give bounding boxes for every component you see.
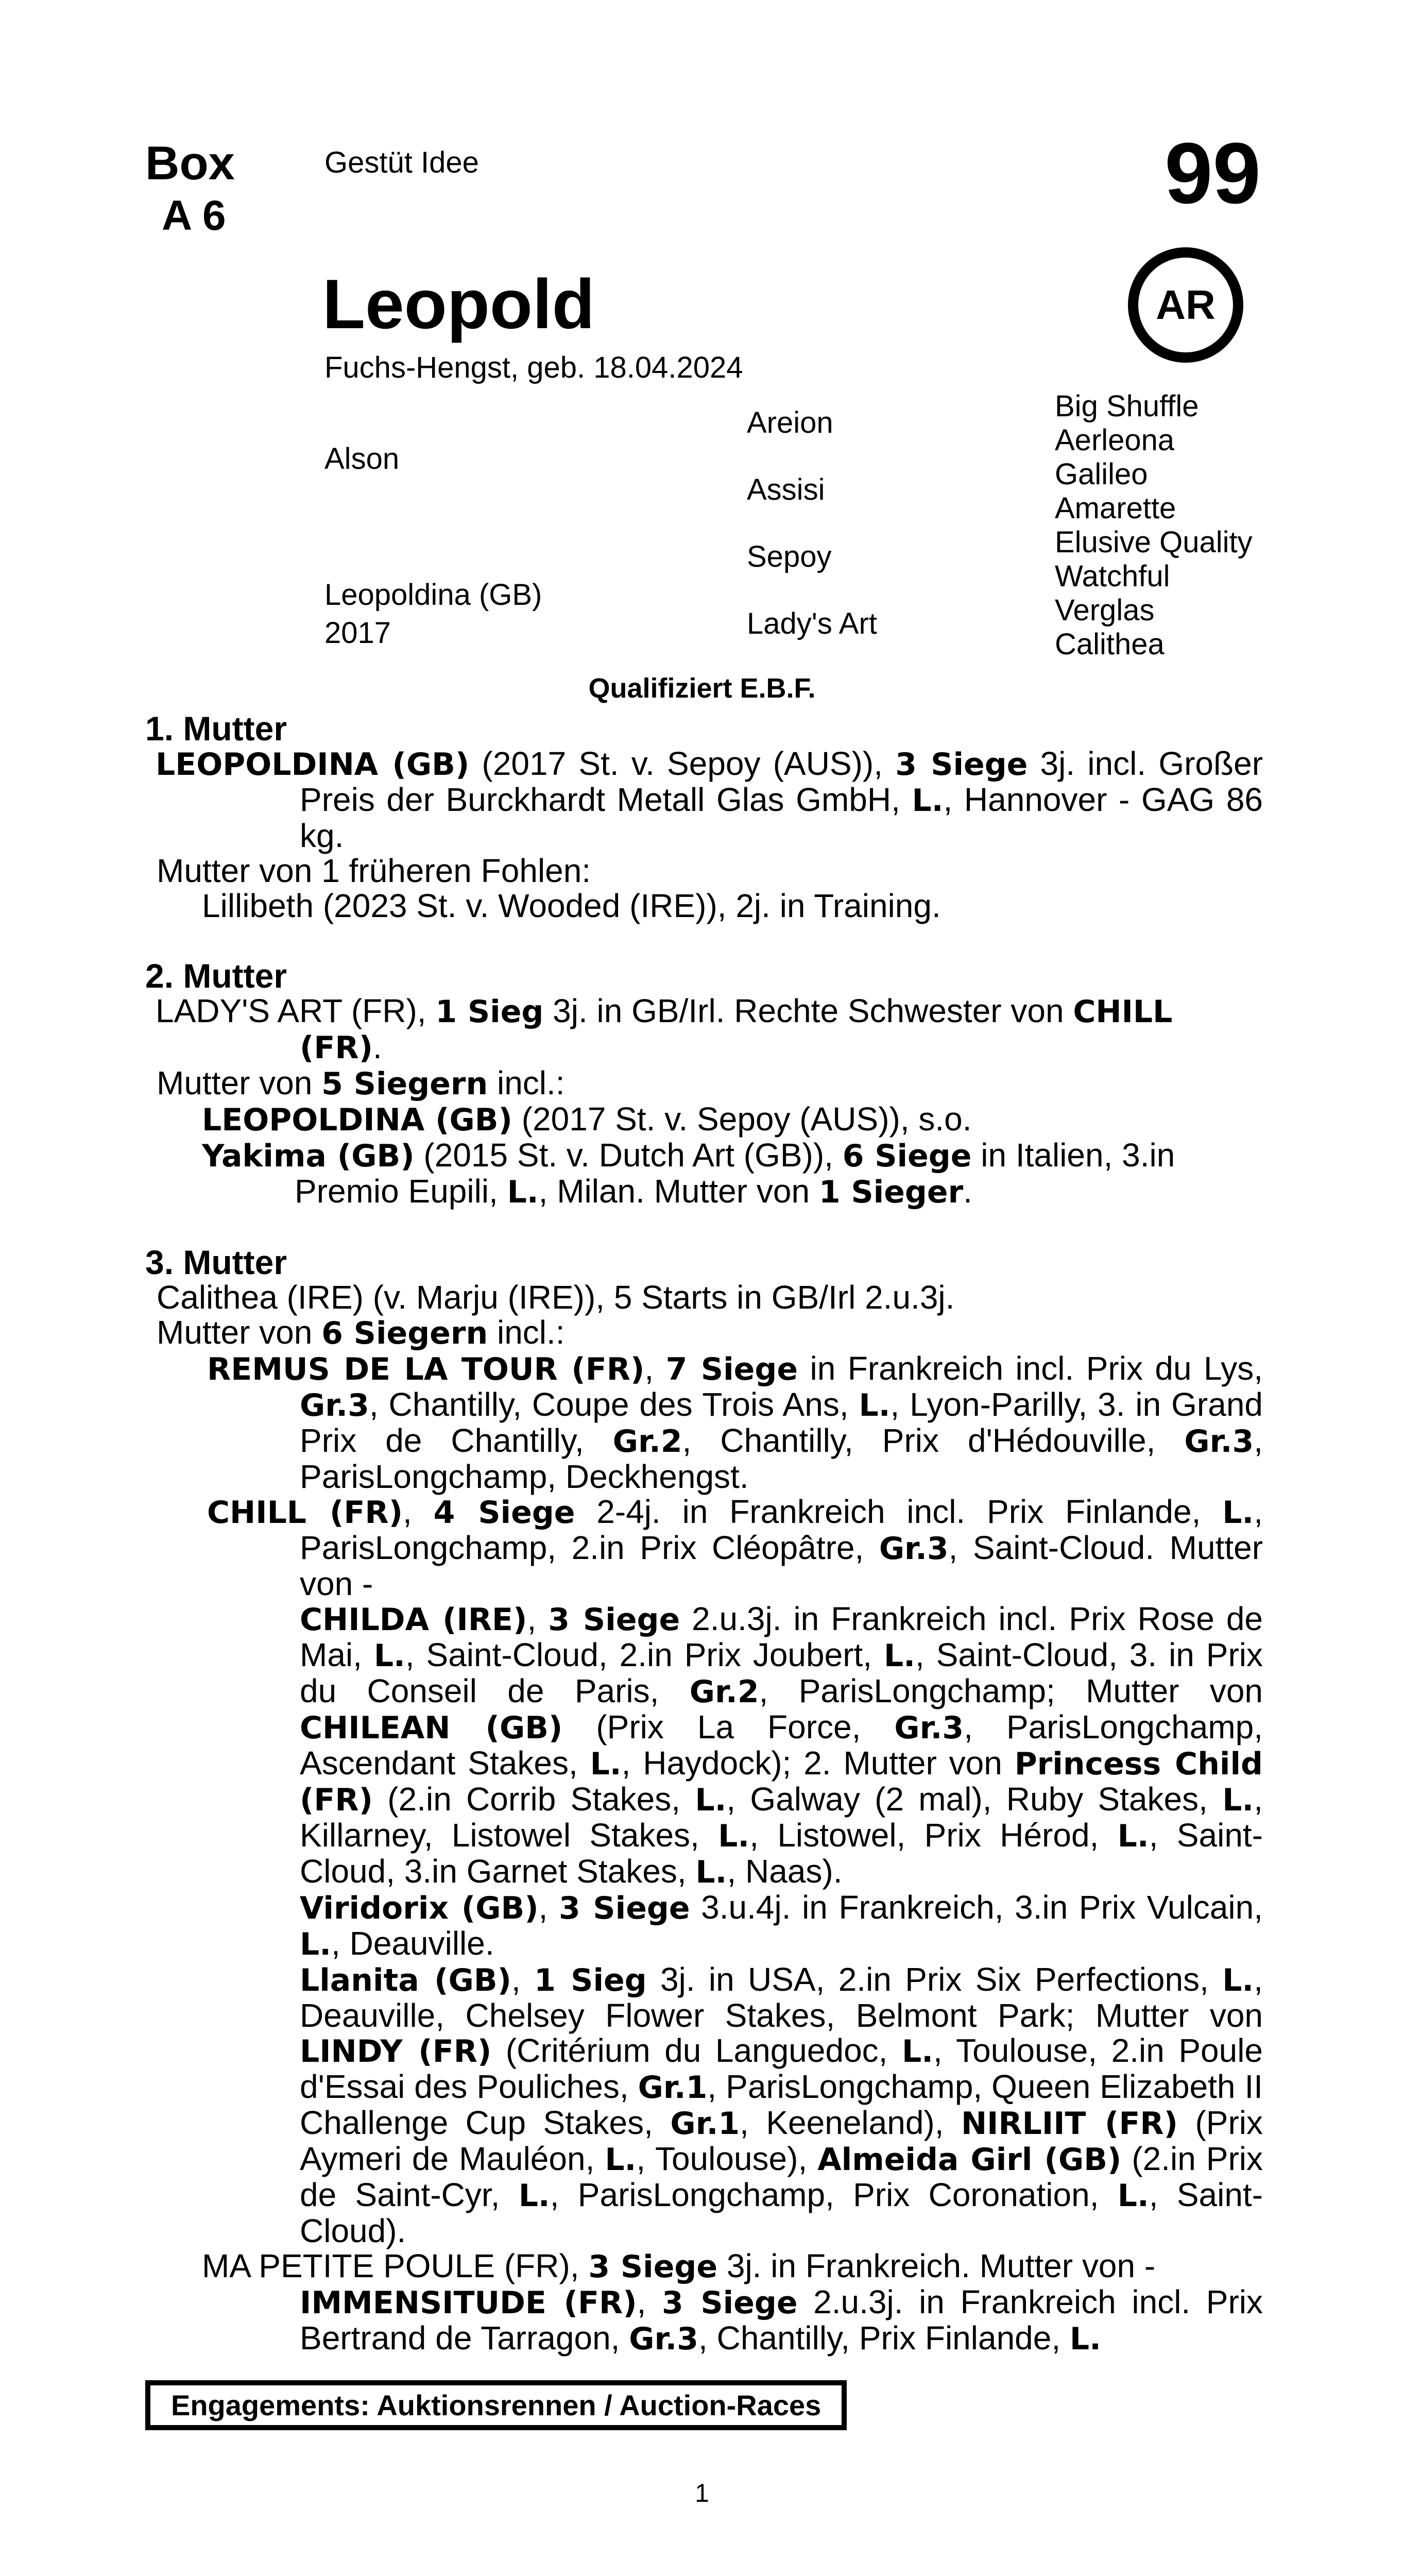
text: (Critérium du Languedoc, <box>491 2032 902 2069</box>
text: , Chantilly, Prix d'Hédouville, <box>682 1422 1185 1459</box>
offspring-name: Yakima (GB) <box>202 1138 415 1174</box>
offspring-name: Almeida Girl (GB) <box>817 2142 1122 2178</box>
wins: 1 Sieg <box>435 994 544 1030</box>
listed-tag: L. <box>1222 1495 1254 1531</box>
pedigree-gen3-item: Galileo <box>1055 457 1148 491</box>
text: , ParisLongchamp, Deckhengst. <box>300 1422 1263 1495</box>
horse-name: Leopold <box>322 265 595 343</box>
dam1-entry <box>145 746 1263 853</box>
group-tag: Gr.3 <box>894 1710 964 1746</box>
text: 3j. in GB/Irl. Rechte Schwester von <box>543 992 1073 1029</box>
box-label: Box <box>145 137 235 190</box>
text: , Lyon-Parilly, 3. in Grand Prix de Chantilly, <box>300 1386 1263 1459</box>
stud-name: Gestüt Idee <box>324 146 479 179</box>
box-number: A 6 <box>162 192 226 239</box>
offspring-name: LINDY (FR) <box>300 2033 492 2070</box>
ar-badge-label: AR <box>1156 282 1215 328</box>
wins: 3 Siege <box>559 1890 690 1926</box>
group-tag: Gr.1 <box>670 2106 740 2142</box>
page-number: 1 <box>695 2479 709 2507</box>
text: Mutter von <box>157 1064 322 1101</box>
listed-tag: L. <box>901 2033 933 2070</box>
listed-tag: L. <box>1222 1962 1254 1998</box>
wins: 4 Siege <box>433 1495 575 1531</box>
text: , ParisLongchamp; Mutter von <box>759 1672 1263 1709</box>
sister-name: CHILL (FR) <box>300 994 1173 1066</box>
listed-tag: L. <box>912 783 944 819</box>
text: (2015 St. v. Dutch Art (GB)), <box>414 1137 843 1174</box>
dam2-intro <box>145 1065 1263 1101</box>
group-tag: Gr.1 <box>638 2070 708 2106</box>
listed-tag: L. <box>300 1926 332 1962</box>
text: 2-4j. in Frankreich incl. Prix Finlande, <box>575 1493 1223 1530</box>
listed-tag: L. <box>695 1782 727 1818</box>
dam1-name: LEOPOLDINA (GB) <box>156 747 470 783</box>
winners-count: 5 Siegern <box>321 1066 488 1102</box>
horse-description: Fuchs-Hengst, geb. 18.04.2024 <box>324 351 743 384</box>
dam3-offspring-remus <box>145 1351 1263 1494</box>
dam1-foals-intro: Mutter von 1 früheren Fohlen: <box>157 852 591 889</box>
text: , Keeneland), <box>740 2104 961 2141</box>
section-heading: 3. Mutter <box>145 1243 287 1281</box>
winners-count: 6 Siegern <box>321 1315 488 1351</box>
listed-tag: L. <box>605 2142 637 2178</box>
text: , <box>527 1600 549 1637</box>
text: Mutter von <box>157 1314 322 1351</box>
text: , <box>538 1889 559 1926</box>
text: 3j. in Frankreich. Mutter von - <box>717 2247 1156 2284</box>
text: (Prix La Force, <box>562 1708 895 1745</box>
pedigree-gen3-item: Big Shuffle <box>1055 389 1199 423</box>
wins: 3 Siege <box>895 747 1028 783</box>
text: , Hannover - GAG 86 kg. <box>300 781 1263 854</box>
listed-tag: L. <box>883 1638 916 1674</box>
dam3-offspring-viridorix <box>145 1890 1263 1962</box>
text: , <box>403 1493 434 1530</box>
text: , Toulouse, 2.in Poule d'Essai des Pouliches, <box>300 2032 1263 2105</box>
dam3-offspring-mapetite <box>145 2248 1263 2284</box>
pedigree-gen3-item: Verglas <box>1055 594 1155 627</box>
dam3-offspring-chill <box>145 1494 1263 1601</box>
text: . <box>963 1173 972 1210</box>
text: , ParisLongchamp, Queen Elizabeth II Challenge Cup Stakes, <box>300 2068 1263 2141</box>
pedigree-sire: Alson <box>324 442 400 476</box>
group-tag: Gr.2 <box>689 1674 759 1710</box>
text: , Galway (2 mal), Ruby Stakes, <box>726 1781 1223 1818</box>
text: , Saint-Cloud, 2.in Prix Joubert, <box>405 1636 884 1673</box>
text: (2017 St. v. Sepoy (AUS)), s.o. <box>512 1100 972 1138</box>
listed-tag: L. <box>718 1818 750 1854</box>
text: , Chantilly, Coupe des Trois Ans, <box>369 1386 859 1423</box>
pedigree-gen2-item: Sepoy <box>747 540 832 573</box>
dam1-foal: Lillibeth (2023 St. v. Wooded (IRE)), 2j. in Training. <box>202 887 941 924</box>
text: 2.u.3j. in Frankreich incl. Prix Rose de Mai, <box>300 1600 1263 1673</box>
section-heading: 2. Mutter <box>145 957 287 995</box>
text: , Chantilly, Prix Finlande, <box>698 2319 1070 2357</box>
dam2-offspring <box>145 1101 1263 1138</box>
offspring-name: Princess Child (FR) <box>300 1746 1263 1818</box>
listed-tag: L. <box>590 1746 622 1782</box>
text: 3j. incl. Großer Preis der Burckhardt Metall Glas GmbH, <box>300 745 1263 818</box>
text: incl.: <box>488 1064 565 1101</box>
text: . <box>373 1028 382 1065</box>
dam3-offspring-childa <box>145 1601 1263 1890</box>
qualification: Qualifiziert E.B.F. <box>588 673 816 704</box>
wins: 7 Siege <box>665 1351 798 1387</box>
text: , Saint-Cloud, 3.in Garnet Stakes, <box>300 1817 1263 1890</box>
pedigree-gen2-item: Assisi <box>747 473 825 506</box>
text: , Killarney, Listowel Stakes, <box>300 1781 1263 1854</box>
offspring-name: LEOPOLDINA (GB) <box>202 1102 512 1138</box>
text: incl.: <box>488 1314 565 1351</box>
text: , Saint-Cloud. Mutter von - <box>300 1529 1263 1602</box>
offspring-name: CHILL (FR) <box>207 1495 403 1531</box>
listed-tag: L. <box>1222 1782 1254 1818</box>
dam3-intro <box>145 1315 1263 1351</box>
listed-tag: L. <box>507 1174 539 1210</box>
text: , Toulouse), <box>636 2140 818 2177</box>
dam2-offspring <box>145 1138 1263 1210</box>
pedigree-gen3-item: Aerleona <box>1055 423 1175 457</box>
listed-tag: L. <box>859 1387 891 1423</box>
text: , Haydock); 2. Mutter von <box>621 1744 1015 1782</box>
pedigree-gen2-item: Lady's Art <box>747 607 877 640</box>
text: , Saint-Cloud, 3. in Prix du Conseil de Paris, <box>300 1636 1263 1709</box>
listed-tag: L. <box>1117 2178 1149 2214</box>
wins: 3 Siege <box>548 1602 680 1638</box>
listed-tag: L. <box>373 1638 405 1674</box>
text: in Frankreich incl. Prix du Lys, <box>798 1350 1263 1387</box>
text: in Italien, 3.in Premio Eupili, <box>295 1137 1175 1210</box>
text: , Naas). <box>727 1853 843 1890</box>
group-tag: Gr.3 <box>629 2321 699 2357</box>
offspring-name: CHILEAN (GB) <box>300 1710 563 1746</box>
catalogue-text <box>145 711 1263 2357</box>
text: 3j. in USA, 2.in Prix Six Perfections, <box>646 1961 1223 1998</box>
group-tag: Gr.3 <box>1184 1423 1254 1460</box>
text: , ParisLongchamp, 2.in Prix Cléopâtre, <box>300 1493 1263 1566</box>
pedigree-gen3-item: Amarette <box>1055 492 1176 525</box>
pedigree-gen2-item: Areion <box>747 406 833 439</box>
wins: 3 Siege <box>662 2285 798 2321</box>
text: 2.u.3j. in Frankreich incl. Prix Bertrand de Tarragon, <box>300 2283 1263 2357</box>
text: , <box>644 1350 666 1387</box>
text: (2.in Prix de Saint-Cyr, <box>300 2140 1263 2213</box>
text: (Prix Aymeri de Mauléon, <box>300 2104 1263 2177</box>
offspring-name: Viridorix (GB) <box>300 1890 539 1926</box>
pedigree-dam: Leopoldina (GB) <box>324 578 542 612</box>
engagements-box: Engagements: Auktionsrennen / Auction-Races <box>145 2380 847 2430</box>
offspring-name: Llanita (GB) <box>300 1962 511 1998</box>
text: MA PETITE POULE (FR), <box>202 2247 589 2284</box>
text: , Deauville. <box>331 1925 494 1962</box>
offspring-name: IMMENSITUDE (FR) <box>300 2285 637 2321</box>
text: LADY'S ART (FR), <box>156 992 436 1029</box>
wins: 1 Sieg <box>534 1962 647 1998</box>
text: , Listowel, Prix Hérod, <box>749 1817 1118 1854</box>
text: , ParisLongchamp, Ascendant Stakes, <box>300 1708 1263 1782</box>
ar-badge <box>1128 247 1243 363</box>
dam3-offspring-llanita <box>145 1962 1263 2248</box>
offspring-name: REMUS DE LA TOUR (FR) <box>207 1351 645 1387</box>
lot-number: 99 <box>1165 125 1261 222</box>
listed-tag: L. <box>1117 1818 1149 1854</box>
pedigree-gen3-item: Elusive Quality <box>1055 526 1253 559</box>
offspring-name: NIRLIIT (FR) <box>961 2106 1178 2142</box>
group-tag: Gr.3 <box>300 1387 369 1423</box>
text: , Saint-Cloud). <box>300 2176 1263 2249</box>
text: , Deauville, Chelsey Flower Stakes, Belmont Park; Mutter von <box>300 1961 1263 2034</box>
text: , ParisLongchamp, Prix Coronation, <box>550 2176 1118 2213</box>
section-heading: 1. Mutter <box>145 709 287 748</box>
listed-tag: L. <box>518 2178 550 2214</box>
text: (2.in Corrib Stakes, <box>373 1781 695 1818</box>
text: (2017 St. v. Sepoy (AUS)), <box>469 745 896 782</box>
pedigree-gen3-item: Calithea <box>1055 628 1165 661</box>
listed-tag: L. <box>695 1854 727 1890</box>
text: , Milan. Mutter von <box>538 1173 819 1210</box>
wins: 6 Siege <box>842 1138 972 1174</box>
text: 3.u.4j. in Frankreich, 3.in Prix Vulcain, <box>690 1889 1263 1926</box>
text: , <box>511 1961 535 1998</box>
pedigree-gen3-item: Watchful <box>1055 560 1170 593</box>
group-tag: Gr.2 <box>612 1423 682 1460</box>
text: , <box>637 2283 662 2320</box>
offspring-name: CHILDA (IRE) <box>300 1602 527 1638</box>
dam2-entry <box>145 993 1263 1065</box>
dam3-offspring-immensitude <box>145 2284 1263 2357</box>
listed-tag: L. <box>1069 2321 1101 2357</box>
winners-count: 1 Sieger <box>818 1174 964 1210</box>
wins: 3 Siege <box>588 2249 718 2285</box>
pedigree-dam-year: 2017 <box>324 616 391 650</box>
group-tag: Gr.3 <box>879 1531 949 1567</box>
dam3-line: Calithea (IRE) (v. Marju (IRE)), 5 Starts in GB/Irl 2.u.3j. <box>157 1279 955 1316</box>
